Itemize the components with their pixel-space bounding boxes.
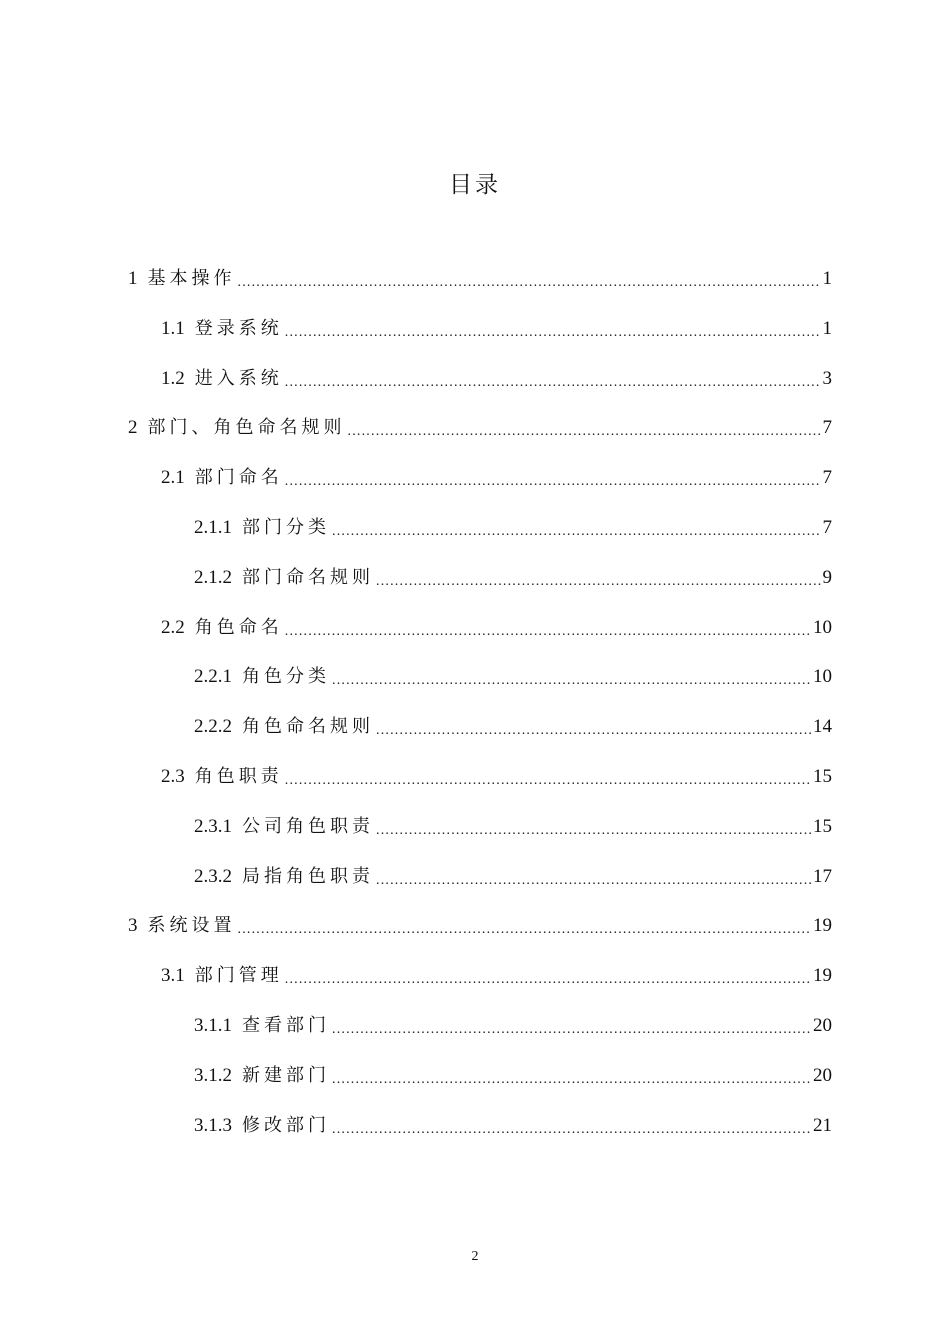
- toc-dot-leader: [348, 422, 821, 442]
- toc-dot-leader: [332, 1120, 811, 1140]
- toc-dot-leader: [285, 771, 811, 791]
- toc-dot-leader: [332, 671, 811, 691]
- toc-entry[interactable]: [161, 364, 832, 394]
- toc-entry-number: 1: [128, 268, 138, 289]
- toc-entry[interactable]: [194, 662, 832, 692]
- toc-entry[interactable]: [194, 513, 832, 543]
- toc-entry-page: 1: [822, 318, 832, 339]
- toc-entry-page: 19: [813, 965, 832, 986]
- toc-entry-number: 2.2.1: [194, 666, 232, 687]
- toc-entry[interactable]: [161, 463, 832, 493]
- toc-entry[interactable]: [128, 413, 832, 443]
- toc-dot-leader: [332, 1020, 811, 1040]
- toc-entry-title: 部门、角色命名规则: [147, 417, 346, 438]
- toc-entry-title: 查看部门: [242, 1015, 330, 1036]
- toc-entry-title: 公司角色职责: [242, 816, 374, 837]
- toc-entry-title: 登录系统: [194, 318, 283, 339]
- toc-entry[interactable]: [194, 862, 832, 892]
- toc-entry-page: 7: [822, 467, 832, 488]
- toc-entry-number: 2.1: [161, 467, 185, 488]
- toc-entry-title: 新建部门: [242, 1065, 330, 1086]
- toc-dot-leader: [238, 273, 821, 293]
- toc-entry-number: 2.3.2: [194, 866, 232, 887]
- toc-entry-title: 角色命名: [194, 617, 283, 638]
- toc-entry[interactable]: [161, 314, 832, 344]
- toc-entry-number: 1.2: [161, 368, 185, 389]
- toc-dot-leader: [376, 572, 821, 592]
- toc-entry-title: 部门命名: [194, 467, 283, 488]
- toc-entry-page: 15: [813, 816, 832, 837]
- toc-entry-page: 20: [813, 1015, 832, 1036]
- toc-entry-page: 20: [813, 1065, 832, 1086]
- toc-entry[interactable]: [161, 961, 832, 991]
- toc-entry-title: 角色职责: [194, 766, 283, 787]
- toc-entry-page: 10: [813, 666, 832, 687]
- toc-dot-leader: [285, 373, 821, 393]
- toc-entry[interactable]: [194, 712, 832, 742]
- toc-entry-page: 17: [813, 866, 832, 887]
- toc-entry-page: 9: [822, 567, 832, 588]
- toc-entry-page: 7: [822, 517, 832, 538]
- toc-entry-title: 部门分类: [242, 517, 330, 538]
- toc-dot-leader: [332, 1070, 811, 1090]
- page-title: 目录: [449, 172, 501, 198]
- toc-entry-number: 2.1.1: [194, 517, 232, 538]
- toc-entry-page: 19: [813, 915, 832, 936]
- toc-entry-page: 15: [813, 766, 832, 787]
- toc-entry-number: 2.2: [161, 617, 185, 638]
- toc-entry-number: 2.3.1: [194, 816, 232, 837]
- toc-entry-number: 3.1.3: [194, 1115, 232, 1136]
- toc-entry-number: 3: [128, 915, 138, 936]
- toc-dot-leader: [285, 622, 811, 642]
- toc-entry[interactable]: [194, 1011, 832, 1041]
- toc-entry-title: 基本操作: [147, 268, 236, 289]
- toc-entry[interactable]: [161, 613, 832, 643]
- toc-dot-leader: [238, 920, 812, 940]
- toc-entry-title: 角色分类: [242, 666, 330, 687]
- toc-entry-number: 2.2.2: [194, 716, 232, 737]
- toc-entry-number: 1.1: [161, 318, 185, 339]
- toc-entry-number: 2.1.2: [194, 567, 232, 588]
- toc-entry-page: 10: [813, 617, 832, 638]
- toc-dot-leader: [285, 323, 821, 343]
- page-number: 2: [471, 1249, 479, 1264]
- toc-entry[interactable]: [194, 1061, 832, 1091]
- toc-entry-title: 进入系统: [194, 368, 283, 389]
- toc-entry-title: 角色命名规则: [242, 716, 374, 737]
- toc-entry-page: 14: [813, 716, 832, 737]
- toc-dot-leader: [376, 821, 811, 841]
- toc-entry[interactable]: [194, 563, 832, 593]
- toc-dot-leader: [285, 970, 811, 990]
- toc-entry-page: 21: [813, 1115, 832, 1136]
- toc-dot-leader: [332, 522, 821, 542]
- toc-entry-title: 部门管理: [194, 965, 283, 986]
- toc-entry[interactable]: [128, 911, 832, 941]
- toc-entry-title: 修改部门: [242, 1115, 330, 1136]
- toc-entry-page: 3: [822, 368, 832, 389]
- toc-entry[interactable]: [128, 264, 832, 294]
- toc-entry-number: 2.3: [161, 766, 185, 787]
- toc-entry-number: 3.1: [161, 965, 185, 986]
- toc-entry-title: 部门命名规则: [242, 567, 374, 588]
- toc-dot-leader: [285, 472, 821, 492]
- toc-dot-leader: [376, 721, 811, 741]
- toc-entry-page: 7: [822, 417, 832, 438]
- toc-entry-page: 1: [822, 268, 832, 289]
- toc-dot-leader: [376, 871, 811, 891]
- toc-entry-number: 2: [128, 417, 138, 438]
- toc-entry[interactable]: [194, 1111, 832, 1141]
- toc-entry-number: 3.1.2: [194, 1065, 232, 1086]
- toc-entry[interactable]: [194, 812, 832, 842]
- toc-entry-number: 3.1.1: [194, 1015, 232, 1036]
- toc-entry-title: 系统设置: [147, 915, 236, 936]
- toc-entry[interactable]: [161, 762, 832, 792]
- toc-entry-title: 局指角色职责: [242, 866, 374, 887]
